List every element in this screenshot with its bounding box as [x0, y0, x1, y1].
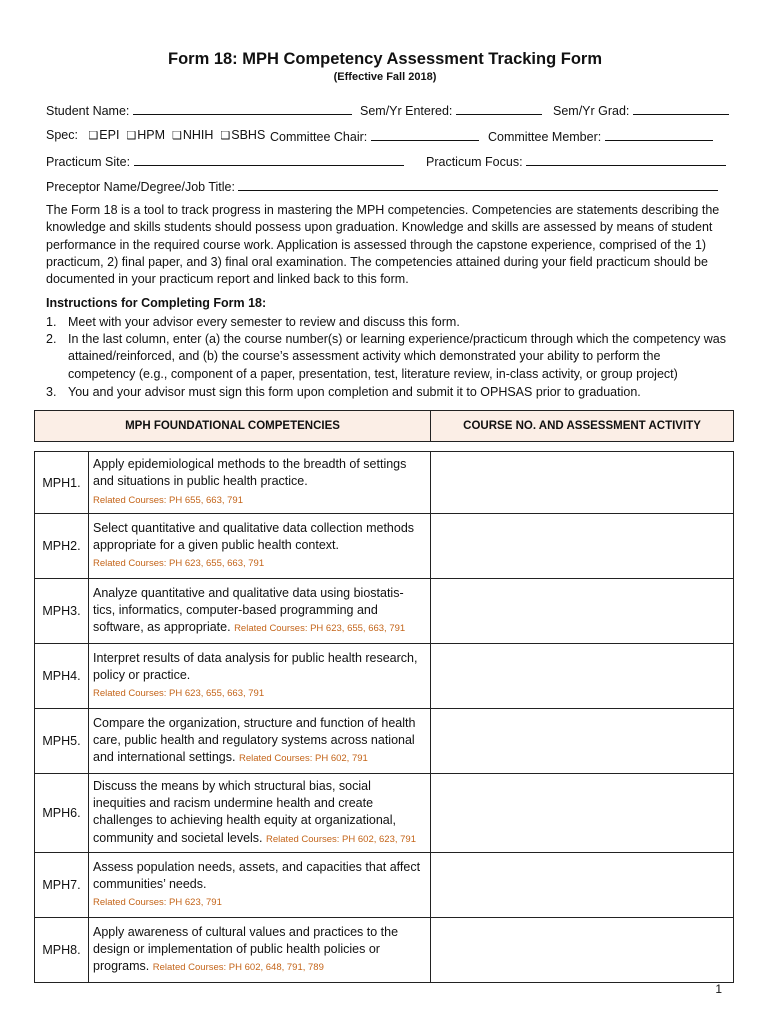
related-courses: Related Courses: PH 623, 655, 663, 791	[93, 558, 265, 570]
competency-code: MPH8.	[35, 917, 89, 982]
sem-yr-grad-field[interactable]	[633, 102, 729, 115]
competency-code: MPH1.	[35, 452, 89, 514]
competency-description: Select quantitative and qualitative data collection methods appropriate for a given public health context. Related Courses: PH 623, 655, 663, 791	[89, 514, 431, 579]
sem-yr-entered-label: Sem/Yr Entered:	[360, 104, 453, 118]
form-subtitle: (Effective Fall 2018)	[333, 71, 437, 83]
sem-yr-entered-field[interactable]	[456, 102, 542, 115]
competency-description: Assess population needs, assets, and capacities that affect communities’ needs. Related Courses: PH 623, 791	[89, 852, 431, 917]
course-activity-cell[interactable]	[431, 452, 734, 514]
related-courses: Related Courses: PH 602, 791	[238, 753, 368, 765]
table-row	[35, 579, 734, 644]
spec-row	[46, 128, 265, 142]
preceptor-field[interactable]	[238, 178, 718, 191]
competency-code: MPH4.	[35, 644, 89, 709]
committee-member-row	[488, 128, 713, 144]
competency-table	[34, 410, 734, 983]
course-activity-cell[interactable]	[431, 579, 734, 644]
table-row	[35, 452, 734, 514]
course-activity-cell[interactable]	[431, 514, 734, 579]
spec-option-hpm[interactable]: ❑HPM	[126, 128, 166, 142]
instruction-text: In the last column, enter (a) the course number(s) or learning experience/practicum through which the competency was attained/reinforced, and (b) the course’s assessment activity which demonstrated your ability to perform the competency (e.g., component of a paper, presentation, test, literature review, in-class activity, or group project)	[68, 332, 726, 381]
related-courses: Related Courses: PH 602, 623, 791	[266, 833, 416, 845]
table-row	[35, 917, 734, 982]
practicum-site-row	[46, 153, 404, 169]
practicum-focus-row	[426, 153, 726, 169]
competency-description: Analyze quantitative and qualitative data using biostatis-tics, informatics, computer-based programming and software, as appropriate. Related Courses: PH 623, 655, 663, 791	[89, 579, 431, 644]
instruction-number: 2.	[46, 332, 57, 346]
practicum-focus-label: Practicum Focus:	[426, 155, 523, 169]
competency-description: Interpret results of data analysis for public health research, policy or practice. Related Courses: PH 623, 655, 663, 791	[89, 644, 431, 709]
instruction-text: Meet with your advisor every semester to review and discuss this form.	[68, 315, 460, 329]
instruction-item	[46, 384, 726, 402]
competency-code: MPH2.	[35, 514, 89, 579]
spec-label: Spec:	[46, 128, 78, 142]
instruction-text: You and your advisor must sign this form upon completion and submit it to OPHSAS prior to graduation.	[68, 385, 641, 399]
instruction-number: 3.	[46, 385, 57, 399]
table-row	[35, 709, 734, 774]
form-title: Form 18: MPH Competency Assessment Tracking Form	[167, 50, 602, 68]
competency-description: Apply epidemiological methods to the breadth of settings and situations in public health practice. Related Courses: PH 655, 663, 791	[89, 452, 431, 514]
instruction-number: 1.	[46, 315, 57, 329]
related-courses: Related Courses: PH 602, 648, 791, 789	[152, 961, 324, 973]
table-row	[35, 644, 734, 709]
preceptor-row	[46, 178, 718, 194]
committee-member-label: Committee Member:	[488, 130, 602, 144]
competency-description: Discuss the means by which structural bias, social inequities and racism undermine health and create challenges to achieving health equity at organizational, community and societal levels. Related Courses: PH 602, 623, 791	[89, 774, 431, 853]
related-courses: Related Courses: PH 655, 663, 791	[93, 494, 243, 506]
related-courses: Related Courses: PH 623, 655, 663, 791	[93, 688, 265, 700]
practicum-site-field[interactable]	[134, 153, 404, 166]
competency-description: Compare the organization, structure and function of health care, public health and regulatory systems across national and international settings. Related Courses: PH 602, 791	[89, 709, 431, 774]
course-activity-cell[interactable]	[431, 917, 734, 982]
checkbox-icon: ❑	[88, 130, 99, 142]
course-activity-cell[interactable]	[431, 644, 734, 709]
committee-chair-label: Committee Chair:	[270, 130, 368, 144]
competency-code: MPH3.	[35, 579, 89, 644]
preceptor-label: Preceptor Name/Degree/Job Title:	[46, 180, 235, 194]
instruction-item	[46, 314, 726, 332]
committee-chair-row	[270, 128, 479, 144]
table-spacer	[35, 442, 734, 452]
competency-code: MPH7.	[35, 852, 89, 917]
course-activity-cell[interactable]	[431, 709, 734, 774]
table-header-row	[35, 411, 734, 442]
spec-option-nhih[interactable]: ❑NHIH	[171, 128, 214, 142]
related-courses: Related Courses: PH 623, 791	[93, 896, 222, 908]
table-header-course-activity: COURSE NO. AND ASSESSMENT ACTIVITY	[431, 411, 734, 442]
committee-chair-field[interactable]	[371, 128, 479, 141]
course-activity-cell[interactable]	[431, 852, 734, 917]
table-row	[35, 514, 734, 579]
sem-yr-grad-row	[553, 102, 729, 118]
checkbox-icon: ❑	[171, 130, 182, 142]
competency-description: Apply awareness of cultural values and practices to the design or implementation of public health policies or programs. Related Courses: PH 602, 648, 791, 789	[89, 917, 431, 982]
student-name-field[interactable]	[133, 102, 352, 115]
related-courses: Related Courses: PH 623, 655, 663, 791	[234, 623, 406, 635]
table-header-competencies: MPH FOUNDATIONAL COMPETENCIES	[35, 411, 431, 442]
sem-yr-grad-label: Sem/Yr Grad:	[553, 104, 630, 118]
instructions-heading: Instructions for Completing Form 18:	[46, 296, 267, 310]
sem-yr-entered-row	[360, 102, 542, 118]
checkbox-icon: ❑	[220, 130, 231, 142]
course-activity-cell[interactable]	[431, 774, 734, 853]
practicum-site-label: Practicum Site:	[46, 155, 131, 169]
instruction-item	[46, 331, 726, 385]
spec-option-sbhs[interactable]: ❑SBHS	[220, 128, 266, 142]
intro-paragraph: The Form 18 is a tool to track progress in mastering the MPH competencies. Competencies are statements describing the knowledge and skills students should possess upon graduation. Knowledge and skills are assessed by means of student performance in the required course work. Application is assessed through the capstone experience, comprised of the 1) practicum, 2) final paper, and 3) final oral examination. The competencies attained during your field practicum should be documented in your practicum report and linked back to this form.	[46, 203, 720, 287]
table-row	[35, 852, 734, 917]
practicum-focus-field[interactable]	[526, 153, 726, 166]
spec-option-epi[interactable]: ❑EPI	[88, 128, 120, 142]
competency-code: MPH6.	[35, 774, 89, 853]
competency-code: MPH5.	[35, 709, 89, 774]
student-name-label: Student Name:	[46, 104, 130, 118]
checkbox-icon: ❑	[126, 130, 137, 142]
student-name-row	[46, 102, 352, 118]
committee-member-field[interactable]	[605, 128, 713, 141]
table-row	[35, 774, 734, 853]
page-number: 1	[715, 982, 722, 996]
